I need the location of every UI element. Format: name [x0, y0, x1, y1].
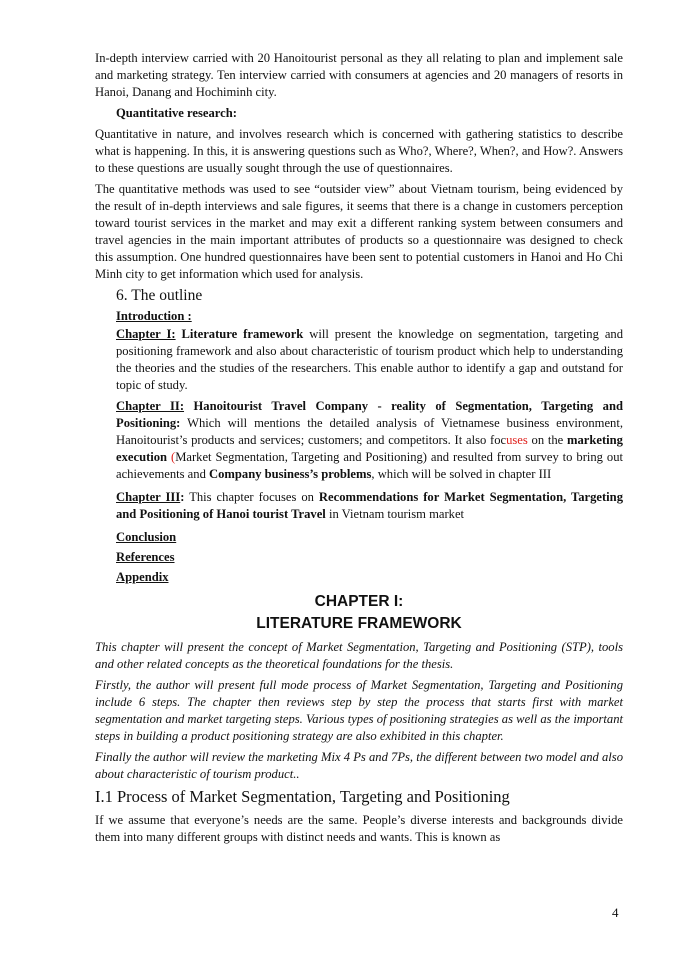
chapter1-text: will present the knowledge on segmentation, targeting and positioning framework and also about characteristic of tourism product which help to understanding the theories and the studies of the researchers. This enable author to identify a gap and outstand for topic of study.	[116, 327, 623, 392]
document-page	[95, 50, 623, 846]
chapter2-text-c: Market Segmentation, Targeting and Positioning) and resulted from survey to bring out achievements and	[116, 450, 623, 481]
chapter2-text-a: Which will mentions the detailed analysis of Vietnamese business environment, Hanoitourist’s products and services; customers; and competitors. It also foc	[116, 416, 623, 447]
introduction-link: Introduction :	[116, 309, 192, 323]
chapter-finally-paragraph: Finally the author will review the marketing Mix 4 Ps and 7Ps, the different between two model and also about characteristic of tourism product..	[95, 750, 623, 781]
outline-heading: 6. The outline	[116, 287, 203, 304]
chapter2-text-b: on the	[527, 433, 568, 447]
references-link: References	[116, 550, 175, 564]
chapter3-label: Chapter III	[116, 490, 181, 504]
section-heading: I.1 Process of Market Segmentation, Targeting and Positioning	[95, 787, 510, 806]
chapter2-bold-b: Company business’s problems	[209, 467, 372, 481]
appendix-link: Appendix	[116, 570, 169, 584]
chapter-intro-paragraph: This chapter will present the concept of Market Segmentation, Targeting and Positioning (STP), tools and other related concepts as the theoretical foundations for the thesis.	[95, 640, 623, 671]
quantitative-heading: Quantitative research:	[116, 106, 237, 120]
chapter3-summary	[95, 489, 623, 523]
page-number: 4	[612, 905, 619, 920]
chapter1-summary	[95, 326, 623, 394]
chapter-firstly-paragraph: Firstly, the author will present full mode process of Market Segmentation, Targeting and Positioning include 6 steps. The chapter then reviews step by step the process that starts first with market segmentation and market targeting steps. Various types of positioning strategies as well as the important steps in building a product positioning strategy are also exhibited in this chapter.	[95, 678, 623, 743]
conclusion-link: Conclusion	[116, 530, 177, 544]
section-paragraph: If we assume that everyone’s needs are the same. People’s diverse interests and backgrounds divide them into many different groups with distinct needs and wants. This is known as	[95, 813, 623, 844]
chapter1-title: Literature framework	[181, 327, 304, 341]
chapter2-bold-a: marketing execution	[116, 433, 623, 464]
quantitative-methods-paragraph: The quantitative methods was used to see “outsider view” about Vietnam tourism, being evidenced by the result of in-depth interviews and sale figures, it seems that there is a change in customers perception toward tourist services in the market and may exit a different ranking system between consumers and travel agencies in the main important attributes of products so a questionnaire was designed to check this assumption. One hundred questionnaires have been sent to potential customers in Hanoi and Ho Chi Minh city to get information which used for analysis.	[95, 182, 623, 281]
chapter1-label: Chapter I:	[116, 327, 176, 341]
chapter2-label: Chapter II:	[116, 399, 185, 413]
chapter2-text-d: , which will be solved in chapter III	[371, 467, 552, 481]
chapter2-red-paren: (	[167, 450, 176, 464]
chapter-number: CHAPTER I:	[314, 593, 404, 610]
chapter-title: LITERATURE FRAMEWORK	[256, 615, 462, 632]
quantitative-paragraph: Quantitative in nature, and involves research which is concerned with gathering statistics to describe what is happening. In this, it is answering questions such as Who?, Where?, When?, and How?. Answers to these questions are usually sought through the use of questionnaires.	[95, 127, 623, 175]
interview-paragraph: In-depth interview carried with 20 Hanoitourist personal as they all relating to plan and implement sale and marketing strategy. Ten interview carried with consumers at agencies and 20 managers of resorts in Hanoi, Danang and Hochiminh city.	[95, 51, 623, 99]
chapter3-text-b: in Vietnam tourism market	[325, 507, 465, 521]
chapter3-colon: :	[180, 490, 185, 504]
chapter2-title: Hanoitourist Travel Company - reality of Segmentation, Targeting and Positioning:	[116, 399, 623, 430]
chapter2-red-text: uses	[506, 433, 528, 447]
chapter3-bold: Recommendations for Market Segmentation, Targeting and Positioning of Hanoi tourist Travel	[116, 490, 623, 521]
chapter3-text-a: This chapter focuses on	[184, 490, 319, 504]
chapter2-summary	[95, 398, 623, 483]
